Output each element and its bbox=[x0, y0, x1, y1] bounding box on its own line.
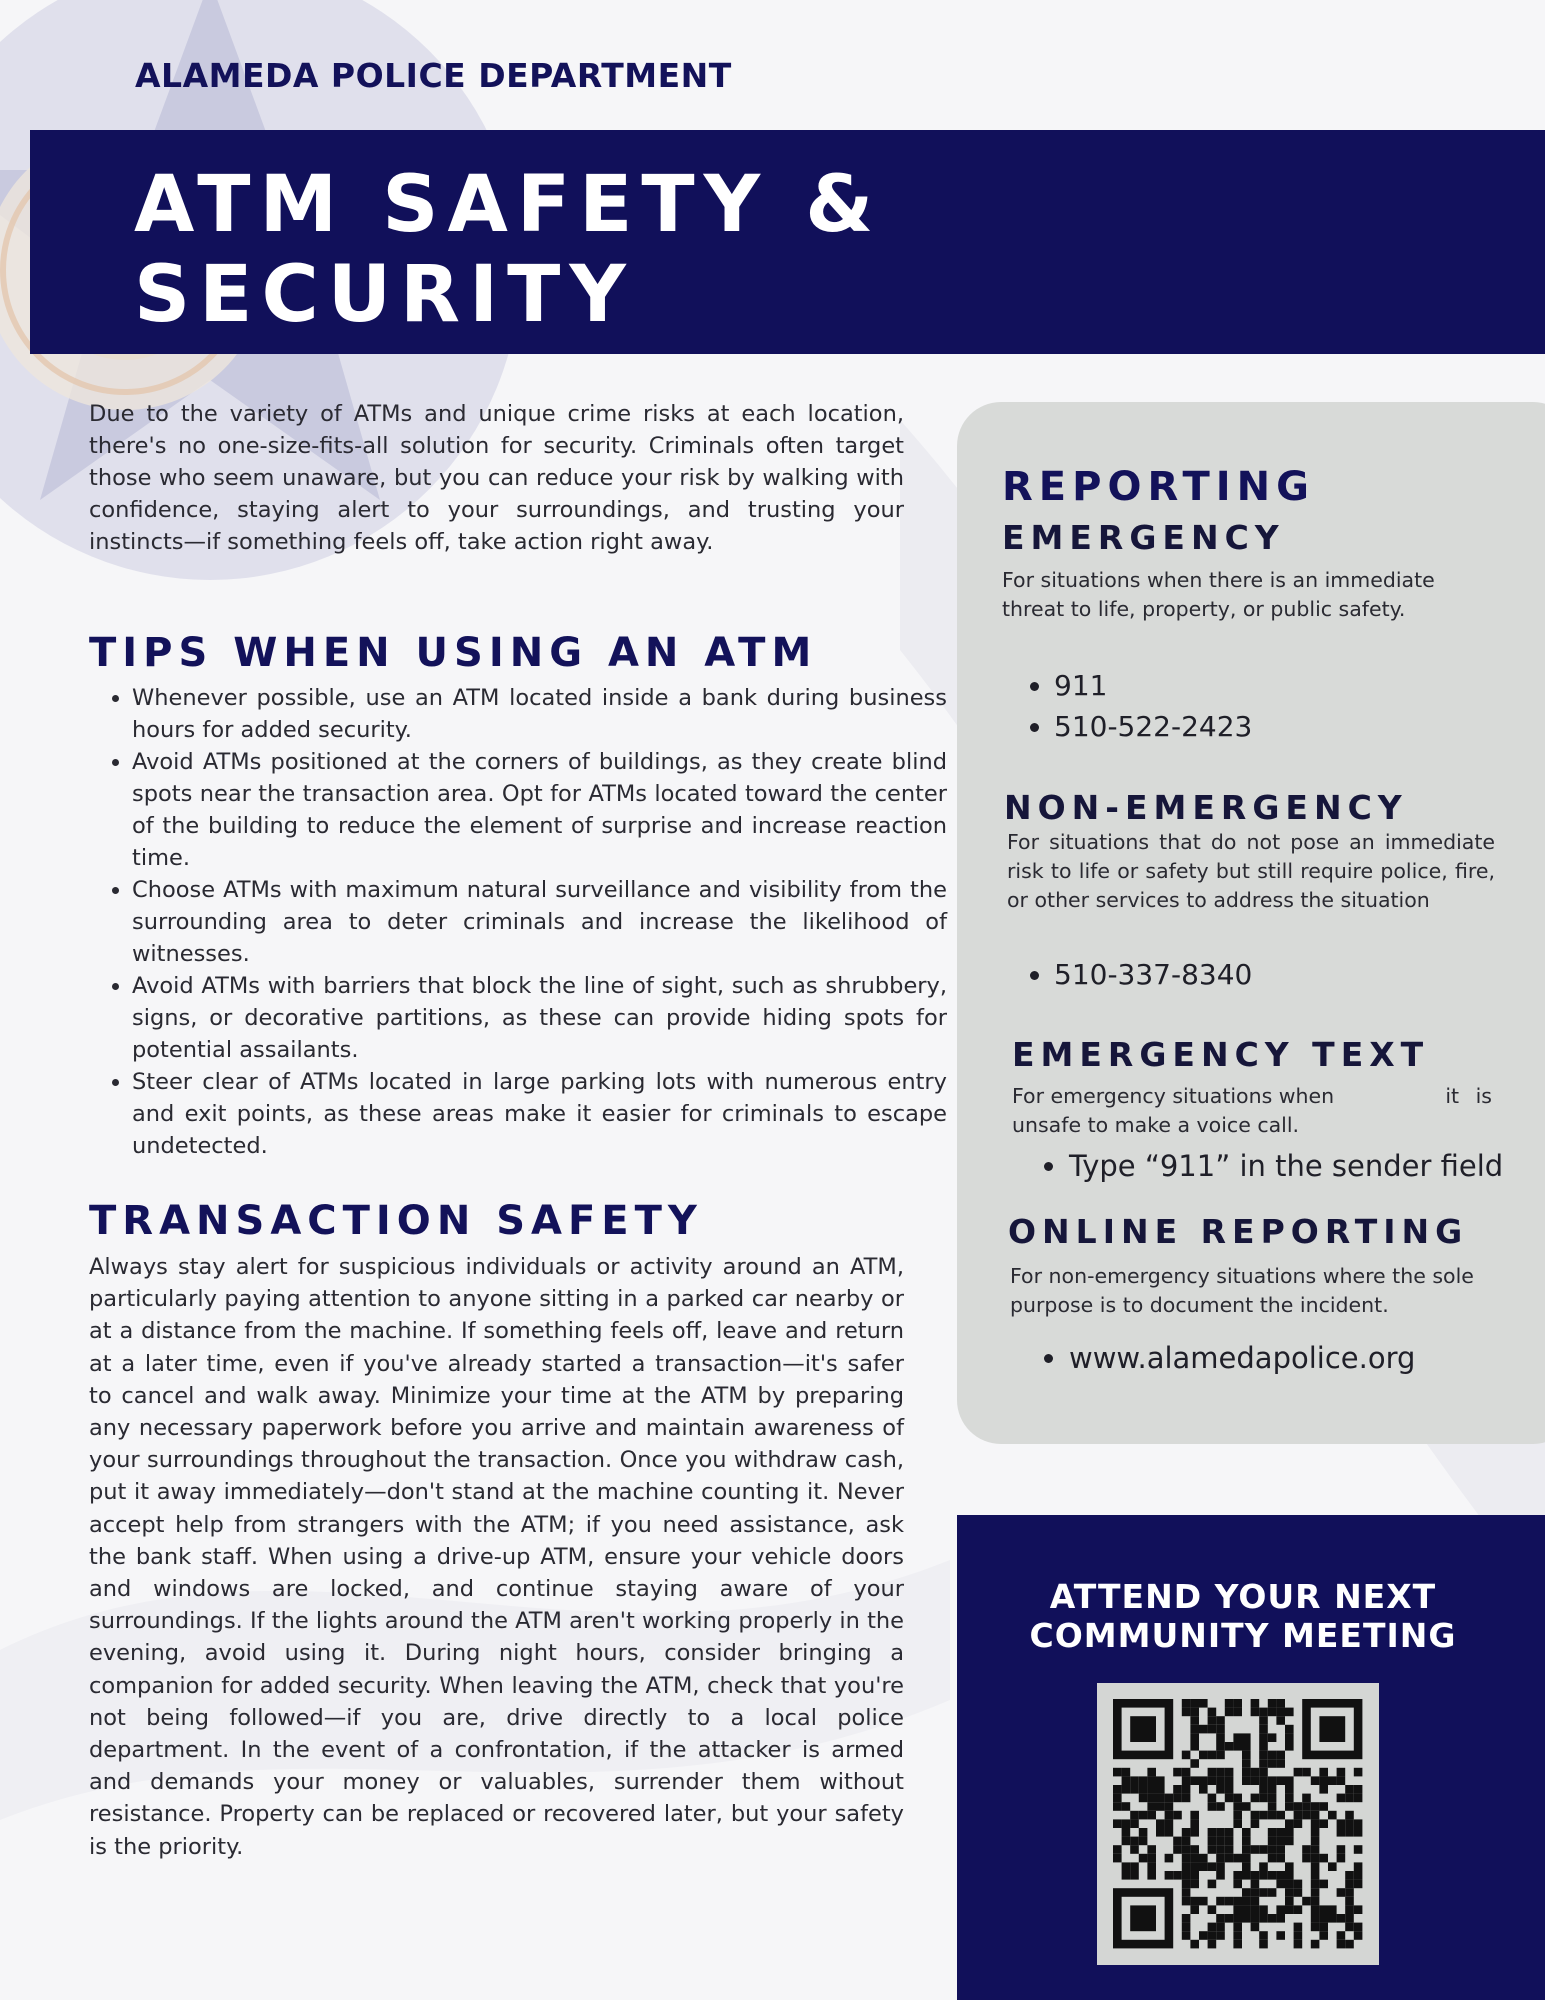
transaction-safety-body: Always stay alert for suspicious individuals or activity around an ATM, particularly paying attention to anyone sitting in a parked car nearby or at a distance from the machine. If something feels off, leave and return at a later time, even if you've already started a transaction—it's safer to cancel and walk away. Minimize your time at the ATM by preparing any necessary paperwork before you arrive and maintain awareness of your surroundings throughout the transaction. Once you withdraw cash, put it away immediately—don't stand at the machine counting it. Never accept help from strangers with the ATM; if you need assistance, ask the bank staff. When using a drive-up ATM, ensure your vehicle doors and windows are locked, and continue staying aware of your surroundings. If the lights around the ATM aren't working properly in the evening, avoid using it. During night hours, consider bringing a companion for added security. When leaving the ATM, check that you're not being followed—if you are, drive directly to a local police department. In the event of a confrontation, if the attacker is armed and demands your money or valuables, surrender them without resistance. Property can be replaced or recovered later, but your safety is the priority. bbox=[89, 1254, 904, 1860]
emergency-text-description bbox=[1012, 1082, 1492, 1140]
tip-item: • Choose ATMs with maximum natural surveillance and visibility from the surrounding area to deter criminals and increase the likelihood of witnesses. bbox=[132, 874, 947, 970]
emergency-text-desc-3: unsafe to make a voice call. bbox=[1012, 1113, 1300, 1137]
community-meeting-heading bbox=[957, 1577, 1529, 1655]
phone-number[interactable]: • 510-522-2423 bbox=[1054, 706, 1545, 747]
phone-number[interactable]: • 510-337-8340 bbox=[1054, 954, 1545, 995]
non-emergency-description: For situations that do not pose an immediate risk to life or safety but still require police, fire, or other services to address the situation bbox=[1007, 830, 1495, 912]
page-title bbox=[134, 160, 882, 340]
title-line-2: SECURITY bbox=[134, 250, 635, 340]
tips-heading: TIPS WHEN USING AN ATM bbox=[89, 630, 818, 676]
transaction-safety-heading: TRANSACTION SAFETY bbox=[89, 1198, 703, 1244]
meeting-line-1: ATTEND YOUR NEXT bbox=[1049, 1577, 1437, 1616]
phone-number[interactable]: • 911 bbox=[1054, 665, 1545, 706]
tip-item: • Avoid ATMs positioned at the corners of buildings, as they create blind spots near the transaction area. Opt for ATMs located toward the center of the building to reduce the element of surprise and increase reaction time. bbox=[132, 746, 947, 874]
title-banner bbox=[30, 130, 1545, 354]
non-emergency-heading: NON-EMERGENCY bbox=[1004, 788, 1408, 827]
emergency-text-heading: EMERGENCY TEXT bbox=[1012, 1035, 1430, 1074]
website-link[interactable]: • www.alamedapolice.org bbox=[1069, 1338, 1545, 1379]
non-emergency-numbers bbox=[1002, 954, 1545, 995]
emergency-heading: EMERGENCY bbox=[1002, 518, 1285, 557]
online-reporting-links bbox=[1017, 1338, 1545, 1379]
online-reporting-description: For non-emergency situations where the sole purpose is to document the incident. bbox=[1010, 1264, 1474, 1317]
tips-list bbox=[89, 682, 947, 1162]
emergency-text-desc-2: it is bbox=[1445, 1084, 1492, 1108]
emergency-text-desc-1: For emergency situations when bbox=[1012, 1084, 1335, 1108]
online-reporting-heading: ONLINE REPORTING bbox=[1008, 1212, 1469, 1251]
text-instruction-item: • Type “911” in the sender field bbox=[1069, 1146, 1545, 1187]
reporting-heading: REPORTING bbox=[1002, 464, 1315, 510]
community-meeting-card bbox=[957, 1515, 1545, 2000]
qr-code[interactable] bbox=[1097, 1683, 1379, 1965]
emergency-numbers bbox=[1002, 665, 1545, 747]
reporting-card bbox=[957, 402, 1545, 1444]
emergency-text-instructions bbox=[1017, 1146, 1545, 1187]
tip-item: • Avoid ATMs with barriers that block the line of sight, such as shrubbery, signs, or decorative partitions, as these can provide hiding spots for potential assailants. bbox=[132, 970, 947, 1066]
tip-item: • Steer clear of ATMs located in large parking lots with numerous entry and exit points, as these areas make it easier for criminals to escape undetected. bbox=[132, 1066, 947, 1162]
meeting-line-2: COMMUNITY MEETING bbox=[1029, 1616, 1457, 1655]
department-name: ALAMEDA POLICE DEPARTMENT bbox=[135, 56, 732, 95]
emergency-description: For situations when there is an immediate threat to life, property, or public safety. bbox=[1002, 568, 1435, 621]
qr-code-image bbox=[1097, 1683, 1379, 1965]
tip-item: • Whenever possible, use an ATM located inside a bank during business hours for added security. bbox=[132, 682, 947, 746]
title-line-1: ATM SAFETY & bbox=[134, 160, 883, 250]
intro-paragraph: Due to the variety of ATMs and unique crime risks at each location, there's no one-size-fits-all solution for security. Criminals often target those who seem unaware, but you can reduce your risk by walking with confidence, staying alert to your surroundings, and trusting your instincts—if something feels off, take action right away. bbox=[89, 401, 904, 555]
